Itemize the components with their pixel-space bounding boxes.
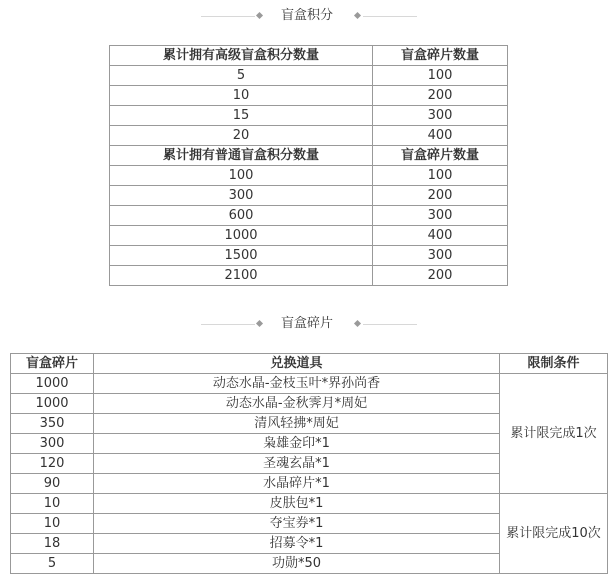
title-divider-left [201, 16, 255, 17]
table-row [110, 166, 508, 186]
exchange-item-cell: 夺宝券*1 [94, 514, 500, 534]
shards-cell: 5 [11, 554, 94, 574]
table-row [110, 206, 508, 226]
shards-cell: 18 [11, 534, 94, 554]
table-row [110, 66, 508, 86]
points-cell: 600 [110, 206, 373, 226]
shards-cell: 90 [11, 474, 94, 494]
shards-cell: 1000 [11, 394, 94, 414]
column-header-limit: 限制条件 [500, 354, 608, 374]
column-header-shards: 盲盒碎片 [11, 354, 94, 374]
shards-cell: 300 [373, 246, 508, 266]
points-cell: 15 [110, 106, 373, 126]
exchange-item-cell: 动态水晶-金秋霁月*周妃 [94, 394, 500, 414]
table-row [110, 86, 508, 106]
shards-cell: 120 [11, 454, 94, 474]
title-divider-right [363, 324, 417, 325]
diamond-icon [256, 12, 263, 19]
shards-cell: 300 [373, 206, 508, 226]
points-cell: 300 [110, 186, 373, 206]
shard-exchange-table [10, 353, 608, 574]
points-cell: 20 [110, 126, 373, 146]
points-cell: 1500 [110, 246, 373, 266]
limit-cell: 累计限完成1次 [500, 374, 608, 494]
exchange-item-cell: 圣魂玄晶*1 [94, 454, 500, 474]
table-row [110, 126, 508, 146]
points-cell: 1000 [110, 226, 373, 246]
exchange-item-cell: 清风轻拂*周妃 [94, 414, 500, 434]
blind-box-points-table-body [110, 46, 508, 286]
exchange-item-cell: 枭雄金印*1 [94, 434, 500, 454]
title-divider-left [201, 324, 255, 325]
shards-cell: 400 [373, 126, 508, 146]
table-row [110, 186, 508, 206]
shards-cell: 200 [373, 186, 508, 206]
exchange-item-cell: 皮肤包*1 [94, 494, 500, 514]
title-divider-right [363, 16, 417, 17]
table-header-row [110, 46, 508, 66]
shards-cell: 10 [11, 514, 94, 534]
section-title-blind-box-points [0, 7, 615, 27]
exchange-item-cell: 水晶碎片*1 [94, 474, 500, 494]
table-row [11, 494, 608, 514]
exchange-item-cell: 功勋*50 [94, 554, 500, 574]
points-cell: 2100 [110, 266, 373, 286]
column-header-shards: 盲盒碎片数量 [373, 146, 508, 166]
shards-cell: 200 [373, 86, 508, 106]
column-header-shards: 盲盒碎片数量 [373, 46, 508, 66]
blind-box-points-table [109, 45, 508, 286]
points-cell: 100 [110, 166, 373, 186]
shards-cell: 10 [11, 494, 94, 514]
diamond-icon [354, 320, 361, 327]
shards-cell: 1000 [11, 374, 94, 394]
exchange-item-cell: 动态水晶-金枝玉叶*界孙尚香 [94, 374, 500, 394]
table-row [110, 226, 508, 246]
shards-cell: 100 [373, 66, 508, 86]
table-row [110, 246, 508, 266]
shards-cell: 400 [373, 226, 508, 246]
column-header-points: 累计拥有高级盲盒积分数量 [110, 46, 373, 66]
diamond-icon [256, 320, 263, 327]
points-cell: 10 [110, 86, 373, 106]
table-row [11, 374, 608, 394]
shards-cell: 300 [11, 434, 94, 454]
shards-cell: 300 [373, 106, 508, 126]
shards-cell: 100 [373, 166, 508, 186]
limit-cell: 累计限完成10次 [500, 494, 608, 574]
table-row [110, 106, 508, 126]
exchange-item-cell: 招募令*1 [94, 534, 500, 554]
table-header-row [110, 146, 508, 166]
section-title-blind-box-shards [0, 315, 615, 335]
section-heading: 盲盒碎片 [281, 316, 334, 331]
section-heading: 盲盒积分 [281, 8, 334, 23]
shards-cell: 350 [11, 414, 94, 434]
shards-cell: 200 [373, 266, 508, 286]
shard-exchange-table-body [11, 374, 608, 574]
column-header-exchange-item: 兑换道具 [94, 354, 500, 374]
points-cell: 5 [110, 66, 373, 86]
diamond-icon [354, 12, 361, 19]
table-header-row [11, 354, 608, 374]
table-row [110, 266, 508, 286]
column-header-points: 累计拥有普通盲盒积分数量 [110, 146, 373, 166]
